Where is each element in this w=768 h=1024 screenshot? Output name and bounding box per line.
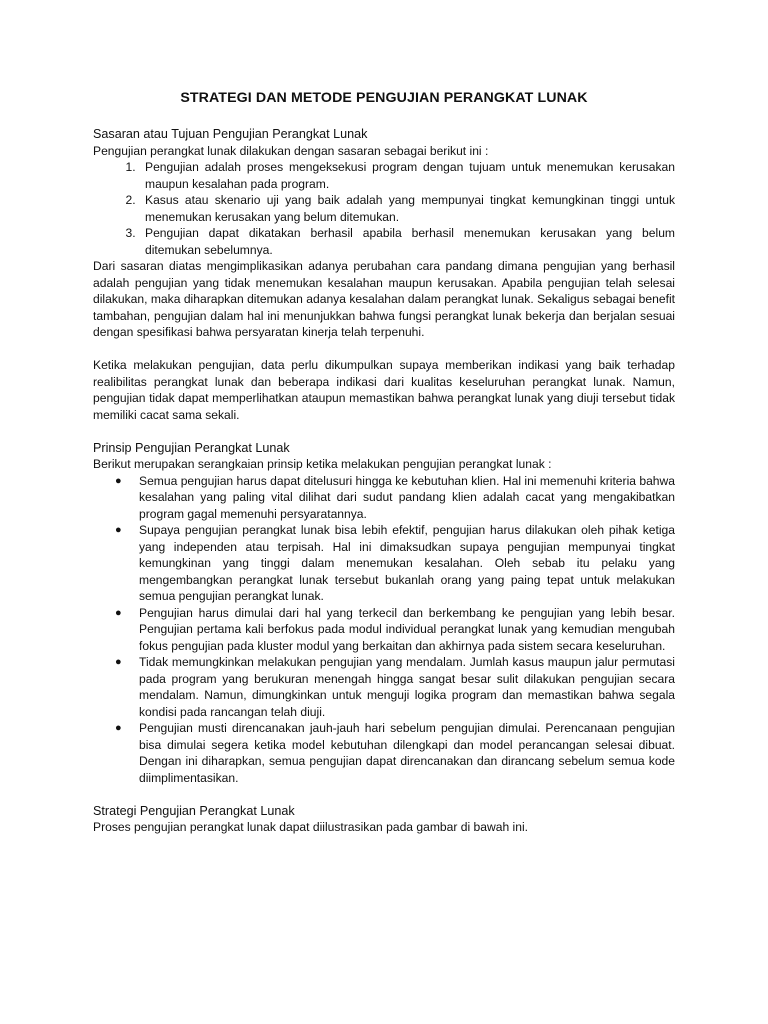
section-principles <box>93 440 675 787</box>
section-heading: Prinsip Pengujian Perangkat Lunak <box>93 440 290 455</box>
list-item-text: Semua pengujian harus dapat ditelusuri hingga ke kebutuhan klien. Hal ini memenuhi kriteria bahwa kesalahan yang paling vital dilihat dari sudut pandang klien adalah cacat yang mengakibatkan program gagal memenuhi persyaratannya. <box>139 473 675 521</box>
section-heading: Strategi Pengujian Perangkat Lunak <box>93 803 295 818</box>
list-item: 1. Pengujian adalah proses mengeksekusi program dengan tujuam untuk menemukan kerusakan maupun kesalahan pada program. <box>139 159 675 192</box>
document-title: STRATEGI DAN METODE PENGUJIAN PERANGKAT LUNAK <box>180 90 588 106</box>
spacer <box>93 423 675 440</box>
spacer <box>93 786 675 803</box>
list-item-text: Pengujian musti direncanakan jauh-jauh hari sebelum pengujian dimulai. Perencanaan pengujian bisa dimulai segera ketika model kebutuhan dilengkapi dan model perancangan selesai dibuat. Dengan ini diharapkan, semua pengujian dapat direncanakan dan dirancang sebelum semua kode diimplimentasikan. <box>139 721 675 785</box>
list-item <box>115 605 675 655</box>
section-intro: Proses pengujian perangkat lunak dapat diilustrasikan pada gambar di bawah ini. <box>93 820 528 834</box>
list-item-text: Tidak memungkinkan melakukan pengujian yang mendalam. Jumlah kasus maupun jalur permutasi pada program yang berukuran menengah hingga sangat besar sulit dilakukan pengujian secara mendalam. Namun, dimungkinkan untuk menguji logika program dan memastikan bahwa segala kondisi pada rancangan telah diuji. <box>139 655 675 719</box>
bullet-icon: ● <box>115 524 122 536</box>
list-item <box>115 522 675 605</box>
bullet-icon: ● <box>115 656 122 668</box>
list-item: 3. Pengujian dapat dikatakan berhasil apabila berhasil menemukan kerusakan yang belum ditemukan sebelumnya. <box>139 225 675 258</box>
section-strategy <box>93 803 675 836</box>
list-item-text: Pengujian harus dimulai dari hal yang terkecil dan berkembang ke pengujian yang lebih besar. Pengujian pertama kali berfokus pada modul individual perangkat lunak yang kemudian mengubah fokus pengujian pada kluster modul yang berkaitan dan akhirnya pada sistem secara keseluruhan. <box>139 605 675 653</box>
paragraph: Ketika melakukan pengujian, data perlu dikumpulkan supaya memberikan indikasi yang baik terhadap realibilitas perangkat lunak dan beberapa indikasi dari kualitas keseluruhan perangkat lunak. Namun, pengujian tidak dapat memperlihatkan ataupun memastikan bahwa perangkat lunak yang diuji tersebut tidak memiliki cacat sama sekali. <box>93 358 675 422</box>
spacer <box>93 341 675 358</box>
bullet-list <box>93 473 675 787</box>
list-item-text: Supaya pengujian perangkat lunak bisa lebih efektif, pengujian harus dilakukan oleh pihak ketiga yang independen atau terpisah. Hal ini dimaksudkan supaya pengujian mempunyai tingkat kemungkinan yang tinggi dalam menemukan kesalahan. Oleh sebab itu pelaku yang mengembangkan perangkat lunak tersebut bukanlah orang yang paing tepat untuk melakukan semua pengujian perangkat lunak. <box>139 523 675 603</box>
section-intro: Berikut merupakan serangkaian prinsip ketika melakukan pengujian perangkat lunak : <box>93 457 552 471</box>
list-item <box>115 654 675 720</box>
paragraph: Dari sasaran diatas mengimplikasikan adanya perubahan cara pandang dimana pengujian yang berhasil adalah pengujian yang tidak menemukan kesalahan maupun kerusakan. Apabila pengujian telah selesai dilakukan, maka diharapkan ditemukan adanya kesalahan dalam perangkat lunak. Sekaligus sebagai benefit tambahan, pengujian dalam hal ini menunjukkan bahwa fungsi perangkat lunak bekerja dan berjalan sesuai dengan spesifikasi bahwa persyaratan kinerja telah terpenuhi. <box>93 259 675 339</box>
section-goals <box>93 126 675 423</box>
section-intro: Pengujian perangkat lunak dilakukan dengan sasaran sebagai berikut ini : <box>93 143 489 158</box>
bullet-icon: ● <box>115 606 122 619</box>
list-item <box>115 720 675 786</box>
bullet-icon: ● <box>115 474 122 487</box>
list-item <box>115 473 675 523</box>
numbered-list <box>93 159 675 258</box>
bullet-icon: ● <box>115 722 122 734</box>
list-item: 2. Kasus atau skenario uji yang baik adalah yang mempunyai tingkat kemungkinan tinggi untuk menemukan kerusakan yang belum ditemukan. <box>139 192 675 225</box>
section-heading: Sasaran atau Tujuan Pengujian Perangkat Lunak <box>93 127 368 141</box>
